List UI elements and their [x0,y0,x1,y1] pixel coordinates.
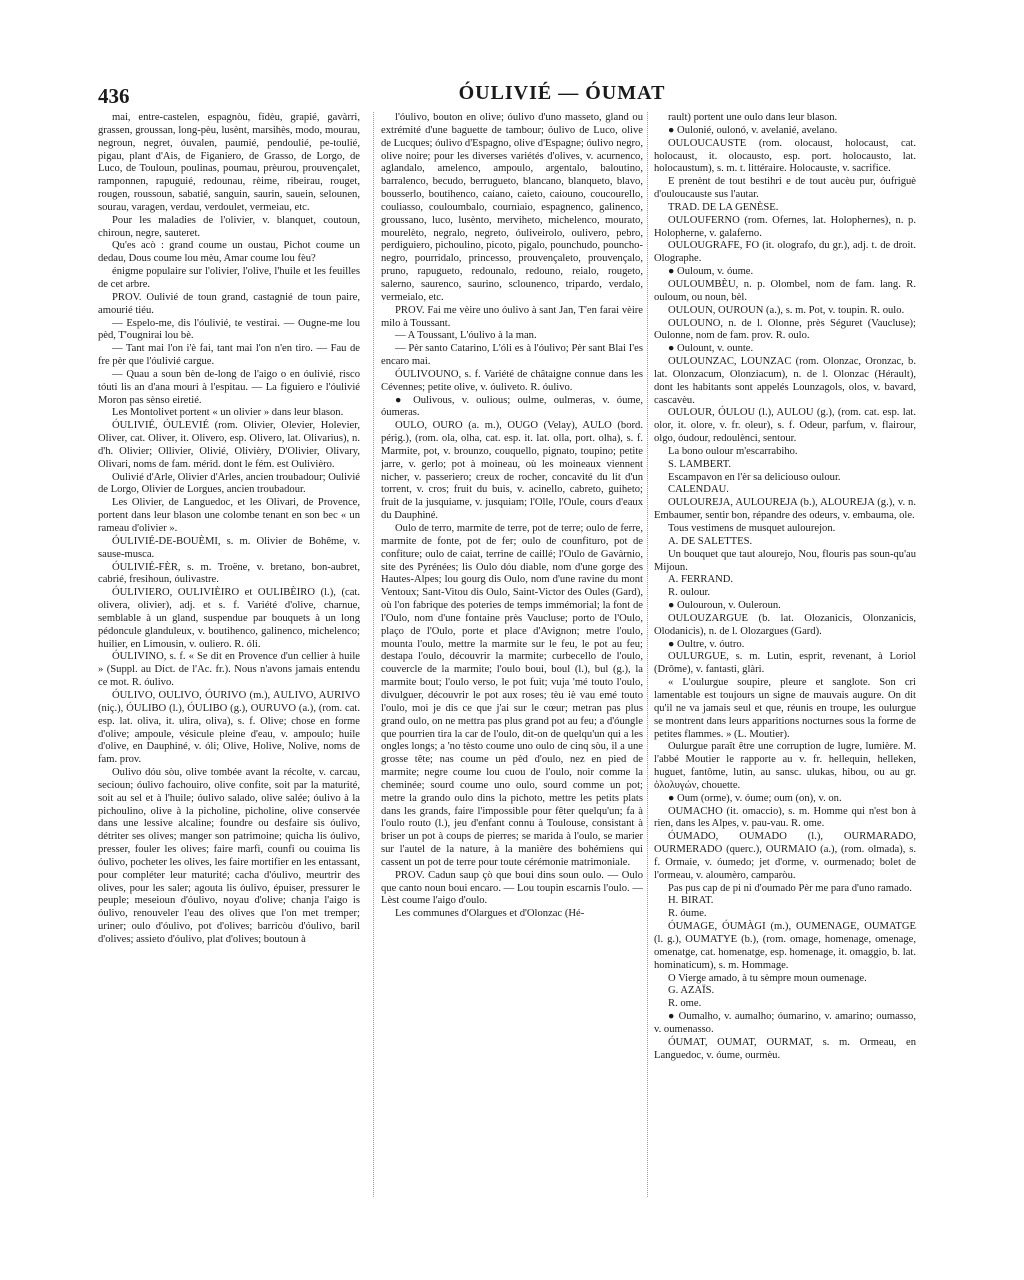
dictionary-entry: — A Toussant, L'óulivo à la man. [395,330,537,342]
dictionary-entry: ÓULIVO, OULIVO, ÓURIVO (m.), AULIVO, AURIVO (niç.), ÓULIBO (l.), ÓULIBO (g.), OURUVO (a.), (rom. cat. esp. lat. oliva, it. ulira, oliva), s. f. Olive; chose en forme d'olive; ampoule, vésicule pleine d'eau, v. ampoulo; huile d'olive, en Dauphiné, v. óli; Olive, Holive, Nolive, noms de fam. prov. [98,689,360,766]
dictionary-entry: OULOUGRAFE, FO (it. olografo, du gr.), adj. t. de droit. Olographe. [654,240,916,265]
dictionary-entry: ● Oultre, v. óutro. [668,638,745,650]
dictionary-entry: OULOUZARGUE (b. lat. Olozanicis, Olonzanicis, Olodanicis), n. de l. Olozargues (Gard). [654,612,916,637]
dictionary-entry: ● Oulount, v. ounte. [668,343,754,355]
dictionary-entry: Pas pus cap de pi ni d'oumado Pèr me para d'uno ramado. [668,882,912,894]
dictionary-entry: « L'oulurgue soupire, pleure et sanglote. Son cri lamentable est toujours un signe de mauvais augure. On dit qu'il ne va jamais seul et que, réunis en troupe, les oulurgue se montrent dans leurs apparitions nocturnes sous la forme de petites flammes. » (L. Moutier). [654,677,916,740]
dictionary-entry: l'óulivo, bouton en olive; óulivo d'uno masseto, gland ou extrémité d'une baguette de tambour; óulivo de Luco, olive de Lucques; óulivo d'Espagno, olive d'Espagne; óulivo negro, olive noire; pour les diverses variétés d'olives, v. acurnenco, aglandalo, amelenco, ampoulo, argentalo, baloutino, barralenco, becudo, berrugueto, blancano, blanqueto, blavo, bousserlo, boutihenco, caiano, caieto, caiouno, coucourello, couliasso, couloumbalo, courniaio, espagnenco, galinenco, groussano, luco, lusènto, merviheto, michelenco, mourato, mourelèto, negralo, negreto, óuliveirolo, oulivero, pebro, perdiguiero, pichoulino, picoto, pigalo, pounchudo, pouncho-negro, pourridalo, princesso, prouvençaleto, prouvençalo, pruno, rapugueto, redounalo, redouno, reialo, rougeto, salerno, saurenco, saurino, sclounenco, tripardo, verdalo, vermeialo, etc. [381,112,643,303]
dictionary-entry: Oulurgue paraît être une corruption de lugre, lumière. M. l'abbé Moutier le rapporte au v. fr. hellequin, helleken, huguet, fantôme, lutin, au sansc. ulukas, hibou, ou au gr. ὀλολυγών, chouette. [654,741,916,791]
dictionary-entry: Les Montolivet portent « un olivier » dans leur blason. [112,407,344,419]
dictionary-entry: Tous vestimens de musquet aulourejon. [668,523,836,534]
dictionary-entry: — Espelo-me, dis l'óulivié, te vestirai. — Ougne-me lou pèd, T'ougnirai lou bè. [98,317,360,342]
dictionary-entry: A. DE SALETTES. [668,535,753,547]
dictionary-entry: ÓUMAT, OUMAT, OURMAT, s. m. Ormeau, en Languedoc, v. óume, ourmèu. [654,1036,916,1061]
dictionary-entry: PROV. Oulivié de toun grand, castagnié de toun paire, amourié tiéu. [98,291,360,316]
dictionary-entry: E prenènt de tout bestihri e de tout aucèu pur, óufriguè d'ouloucauste sus l'autar. [654,176,916,201]
dictionary-entry: R. oulour. [668,587,711,599]
dictionary-entry: G. AZAÏS. [668,985,715,997]
dictionary-entry: OULOUMBÈU, n. p. Olombel, nom de fam. lang. R. ouloum, ou noun, bèl. [654,278,916,303]
dictionary-entry: Les Olivier, de Languedoc, et les Olivari, de Provence, portent dans leur blason une colombe tenant en son bec « un rameau d'olivier ». [98,497,360,534]
dictionary-entry: Oulo de terro, marmite de terre, pot de terre; oulo de ferre, marmite de fonte, pot de fer; oulo de counfituro, pot de confiture; oulo de caiat, terrine de caillé; l'Oulo de Gavàrnio, site des Pyrénées; lis Oulo dóu diable, nom d'une gorge des Hautes-Alpes; lou gourg dis Oulo, nom d'une ravine du mont Ventoux; Sant-Vitou dis Oulo, Saint-Victor des Oules (Gard), où l'on fabrique des poteries de temps immémorial; la font de l'Oulo, nom d'une fontaine près Vaucluse; porto de l'Oulo, plaço de l'Oulo, porte et place d'Avignon; metre l'oulo, mounta l'oulo, mettre la marmite sur le feu, le pot au feu; destapa l'oulo, découvrir la marmite; curbecello de l'oulo, couvercle de la marmite; l'oulo boui, boul (l.), bul (g.), la marmite bout; l'oulo verso, le pot fuit; vuja 'mé touto l'oulo, divulguer, découvrir le pot aux roses; tèu iè vau emé touto l'oulo, moi je dis ce que j'ai sur le cœur; metran pas plus grand oulo, on ne mettra pas plus grand pot au feu; a d'óungle que pourrien tira la car de l'oulo, dit-on de quelqu'un qui a les ongles longs; a 'no tèsto coume uno oulo de cinq sòu, il a une grosse tête; nas coume un pèd d'oulo, nez en pied de marmite; negre coume lou cuou de l'oulo, noir comme la cheminée; sourd coume uno oulo, sourd comme un pot; metre la grando oulo dins la pichoto, mettre les petits plats dans les grands, faire l'impossible pour fêter quelqu'un; fa à l'oulo routo (l.), jeu d'enfant connu à Toulouse, consistant à briser un pot à coups de pierres; se marida à l'oulo, se marier sur l'autel de la nature, à la manière des bohémiens qui cassent un pot de terre pour toute cérémonie matrimoniale. [381,523,643,868]
column-divider [647,112,648,1197]
dictionary-entry: OULO, OURO (a. m.), OUGO (Velay), AULO (bord. périg.), (rom. ola, olha, cat. esp. it. lat. olla, port. olha), s. f. Marmite, pot, v. brounzo, couquello, pignato, toupino; petite jarre, v. gerlo; pot à moineau, où les moineaux viennent nicher, v. passeriero; creux de rocher, concavité du lit d'un torrent, v. cros; fruit du buis, v. acinello, cabreto, guiheto; fruit de la jusquiame, v. jusquiam; l'Olle, l'Oule, cours d'eaux du Dauphiné. [381,420,643,522]
dictionary-entry: CALENDAU. [668,484,729,496]
dictionary-entry: ● Ouloum, v. óume. [668,266,754,278]
dictionary-entry: ÓUMAGE, ÓUMÀGI (m.), OUMENAGE, OUMATGE (l. g.), OUMATYE (b.), (rom. omage, homenage, omenage, omenatge, cat. homenatge, esp. homenage, it. omaggio, b. lat. hominaticum), s. m. Hommage. [654,921,916,971]
dictionary-entry: OULOUREJA, AULOUREJA (b.), ALOUREJA (g.), v. n. Embaumer, sentir bon, répandre des odeurs, v. embauma, ole. [654,497,916,522]
dictionary-entry: ÓULIVIÉ-DE-BOUÈMI, s. m. Olivier de Bohême, v. sause-musca. [98,535,360,560]
dictionary-entry: Qu'es acò : grand coume un oustau, Pichot coume un dedau, Dous coume lou mèu, Amar coume lou fèu? [98,240,360,265]
dictionary-entry: Pour les maladies de l'olivier, v. blanquet, coutoun, chiroun, negre, sauteret. [98,214,360,239]
dictionary-entry: OULOUN, OUROUN (a.), s. m. Pot, v. toupin. R. oulo. [668,304,905,316]
dictionary-entry: mai, entre-castelen, espagnòu, fidèu, grapié, gavàrri, grassen, groussan, long-pèu, lusènt, marsihès, modo, mourau, negroun, negret, óuvalen, paumié, pendoulié, pe-toulié, pigau, plant d'Ais, de Figaniero, de Grasso, de Lorgo, de Luco, de Touloun, poulinas, poumau, prèurou, prouvençalet, ramponnen, rapuguié, redounau, rèime, ribeirau, rouget, rougen, roussoun, sabatié, sanguin, saurin, sauein, selounen, sourau, varagen, verdau, verdoulet, vermeiau, etc. [98,112,360,213]
dictionary-entry: PROV. Fai me vèire uno óulivo à sant Jan, T'en farai vèire milo à Toussant. [381,304,643,329]
dictionary-entry: ÓULIVIÉ, ÓULEVIÉ (rom. Olivier, Olevier, Holevier, Oliver, cat. Oliver, it. Olivero, esp. Olivero, lat. Olivarius), n. d'h. Olivier; Ollivier, Olivié, Olivièry, D'Olivier, Olivary, Olivari, noms de fam. mérid. dont le fém. est Oulivièro. [98,420,360,470]
dictionary-entry: S. LAMBERT. [668,458,732,470]
dictionary-entry: ● Oulouroun, v. Ouleroun. [668,600,781,612]
dictionary-entry: — Tant mai l'on i'è fai, tant mai l'on n'en tiro. — Fau de fre pèr que l'óulivié cargue. [98,343,360,368]
dictionary-entry: TRAD. DE LA GENÈSE. [668,201,779,213]
dictionary-entry: A. FERRAND. [668,574,734,586]
dictionary-entry: Oulivié d'Arle, Olivier d'Arles, ancien troubadour; Oulivié de Lorgo, Olivier de Lorgues, ancien troubadour. [98,471,360,496]
dictionary-entry: ÓULIVIÉ-FÈR, s. m. Troëne, v. bretano, bon-aubret, cabrié, fresihoun, óulivastre. [98,561,360,586]
dictionary-entry: ÓUMADO, OUMADO (l.), OURMARADO, OURMERADO (querc.), OURMAIO (a.), (rom. olmada), s. f. Ormaie, v. óumedo; jet d'orme, v. ourmenado; bolet de l'ormeau, v. aloumèro, camparòu. [654,831,916,881]
dictionary-entry: OULOUFERNO (rom. Ofernes, lat. Holophernes), n. p. Holopherne, v. galaferno. [654,214,916,239]
dictionary-entry: ÓULIVOUNO, s. f. Variété de châtaigne connue dans les Cévennes; petite olive, v. óuliveto. R. óulivo. [381,368,643,393]
text-column-right [654,112,916,1197]
text-column-left [98,112,360,1197]
dictionary-entry: OULOUNO, n. de l. Olonne, près Séguret (Vaucluse); Oulonne, nom de fam. prov. R. oulo. [654,317,916,342]
running-title: ÓULIVIÉ — ÓUMAT [458,82,666,104]
dictionary-entry: Oulivo dóu sòu, olive tombée avant la récolte, v. carcau, secioun; óulivo fachouiro, olive confite, soit par la maturité, soit au sel et à l'huile; óulivo salado, olive salée; óulivo à la pichoulino, olive à la picholine, picholine, olive conservée dans une lessive alcaline; foundre ou desfaire sis óulivo, détriter ses olives; manger son patrimoine; quicha lis óulivo, presser, fouler les olives; faire marfi, counfi ou couima lis óulivo, pocheter les olives, les faire mortifier en les entassant, pour compléter leur maturité; cacha d'óulivo, meurtrir des olives, pour les saler; agouta lis óulivo, épuiser, pressurer le peuple; meseioun d'óulivo, noyau d'olive; chanja l'aigo is óulivo, renouveler l'eau des olives que l'on met tremper; uriner; oulo d'óulivo, pot d'olives; barricòu d'óulivo, baril d'olives; assieto d'óulivo, plat d'olives; boutoun à [98,767,360,945]
text-column-middle [381,112,643,1197]
dictionary-entry: OULOUNZAC, LOUNZAC (rom. Olonzac, Oronzac, b. lat. Olonzacum, Olonziacum), n. de l. Olonzac (Hérault), dont les habitants sont appelés Lounzagols, olos, v. bavard, cascavèu. [654,356,916,406]
dictionary-entry: — Pèr santo Catarino, L'óli es à l'óulivo; Pèr sant Blai I'es encaro mai. [381,343,643,368]
dictionary-entry: ● Oulonié, oulonó, v. avelanié, avelano. [668,124,838,136]
dictionary-entry: ● Oum (orme), v. óume; oum (on), v. on. [668,792,842,804]
dictionary-entry: rault) portent une oulo dans leur blason. [668,112,838,123]
dictionary-entry: Les communes d'Olargues et d'Olonzac (Hé- [395,908,585,920]
dictionary-entry: R. ome. [668,998,702,1010]
dictionary-entry: R. óume. [668,908,707,920]
dictionary-entry: OUMACHO (it. omaccio), s. m. Homme qui n'est bon à rien, dans les Alpes, v. pau-vau. R. ome. [654,805,916,830]
dictionary-entry: — Quau a soun bèn de-long de l'aigo o en óulivié, risco tóuti lis an d'ana mouri à l'espitau. — La figuiero e l'óulivié Moron pas sènso eiretié. [98,368,360,406]
dictionary-entry: énigme populaire sur l'olivier, l'olive, l'huile et les feuilles de cet arbre. [98,266,360,290]
dictionary-entry: ÓULIVINO, s. f. « Se dit en Provence d'un cellier à huile » (Suppl. au Dict. de l'Ac. fr.). Nous n'avons jamais entendu ce mot. R. óulivo. [98,651,360,689]
dictionary-entry: O Vierge amado, à tu sèmpre moun oumenage. [668,972,867,984]
dictionary-entry: PROV. Cadun saup çò que boui dins soun oulo. — Oulo que canto noun boui encaro. — Lou toupin escarnis l'oulo. — Lèst coume l'aigo d'oulo. [381,869,643,907]
dictionary-entry: OULURGUE, s. m. Lutin, esprit, revenant, à Loriol (Drôme), v. fantasti, glàri. [654,651,916,676]
dictionary-entry: ÓULIVIERO, OULIVIÈIRO et OULIBÈIRO (l.), (cat. olivera, olivier), adj. et s. f. Variété d'olive, charnue, semblable à un gland, suspendue par bouquets à un long pédoncule glanduleux, v. boutihenco, galinenco, michelenco; huilier, en Limousin, v. ouliero. R. óli. [98,587,360,650]
dictionary-entry: ● Oulivous, v. oulious; oulme, oulmeras, v. óume, óumeras. [381,394,643,419]
dictionary-entry: OULOUR, ÓULOU (l.), AULOU (g.), (rom. cat. esp. lat. olor, it. olore, v. fr. oleur), s. f. Odeur, parfum, v. flairour, olgo, óudour, redoulènci, sentour. [654,407,916,445]
dictionary-entry: H. BIRAT. [668,895,714,907]
dictionary-entry: Un bouquet que taut alourejo, Nou, flouris pas soun-qu'au Mijoun. [654,548,916,573]
dictionary-entry: OULOUCAUSTE (rom. olocaust, holocaust, cat. holocaust, it. olocausto, esp. port. holocausto, lat. holocaustum), s. m. t. littéraire. Holocauste, v. sacrifice. [654,137,916,175]
column-divider [373,112,374,1197]
dictionary-entry: ● Oumalho, v. aumalho; óumarino, v. amarino; oumasso, v. oumenasso. [654,1011,916,1035]
dictionary-entry: La bono oulour m'escarrabiho. [668,445,798,457]
page-number: 436 [98,84,130,108]
dictionary-entry: Escampavon en l'èr sa deliciouso oulour. [668,471,841,483]
